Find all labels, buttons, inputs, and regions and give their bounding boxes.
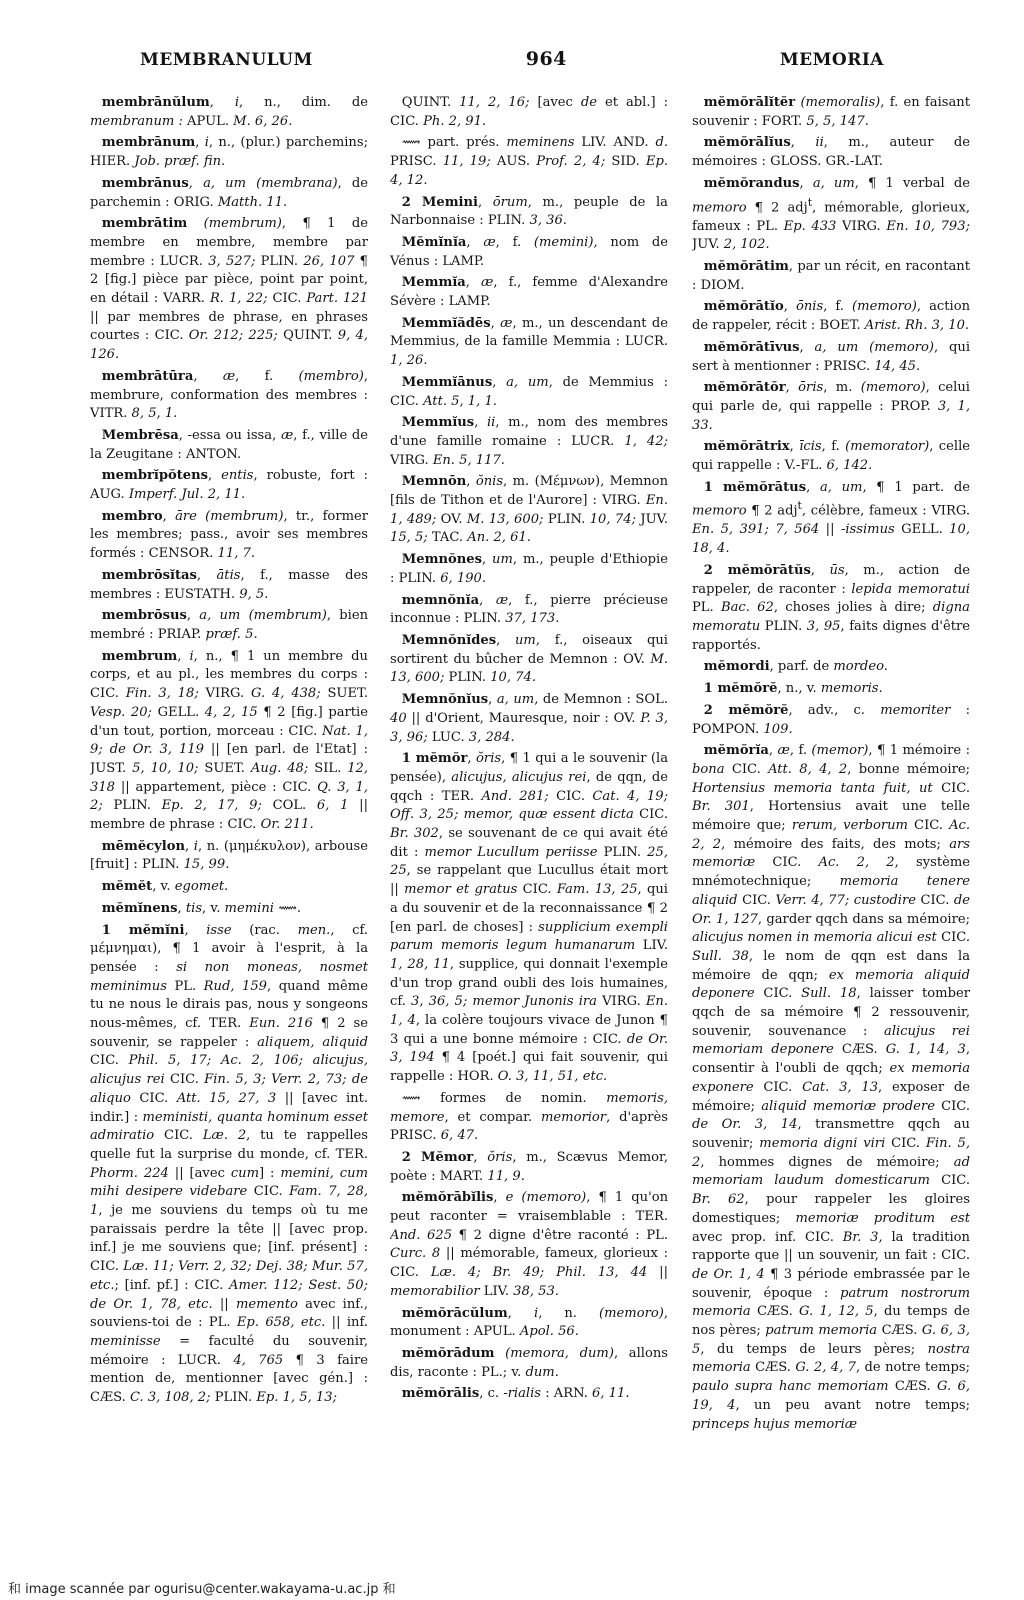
- dictionary-entry: 1 mĕmŏr, ŏris, ¶ 1 qui a le souvenir (la pensée), alicujus, alicujus rei, de qqn, de qqch : TER. And. 281; CIC. Cat. 4, 19; Off. 3, 25; memor, quæ essent dicta CIC. Br. 302, se souvenant de ce qui avait été dit : memor Lucullum periisse PLIN. 25, 25, se rappelant que Lucullus était mort || memor et gratus CIC. Fam. 13, 25, qui a du souvenir et de la reconnaissance ¶ 2 [en parl. de choses] : supplicium exempli parum memoris legum humanarum LIV. 1, 28, 11, supplice, qui donnait l'exemple d'un trop grand oubli des lois humaines, cf. 3, 36, 5; memor Junonis ira VIRG. En. 1, 4, la colère toujours vivace de Junon ¶ 3 qui a une bonne mémoire : CIC. de Or. 3, 194 ¶ 4 [poét.] qui fait souvenir, qui rappelle : HOR. O. 3, 11, 51, etc.: [390, 751, 668, 1085]
- dictionary-entry: Memnōn, ŏnis, m. (Μέμνων), Memnon [fils de Tithon et de l'Aurore] : VIRG. En. 1, 489; OV. M. 13, 600; PLIN. 10, 74; JUV. 15, 5; TAC. An. 2, 61.: [390, 474, 668, 546]
- dictionary-entry: mĕmŏrātīvus, a, um (memoro), qui sert à mentionner : PRISC. 14, 45.: [692, 339, 970, 374]
- dictionary-entry: 1 mĕmŏrĕ, n., v. memoris.: [703, 681, 883, 697]
- dictionary-entry: mĕmŏrātim, par un récit, en racontant : DIOM.: [692, 258, 970, 293]
- dictionary-entry: mĕmŏrālĭtĕr (memoralis), f. en faisant souvenir : FORT. 5, 5, 147.: [692, 95, 970, 129]
- dictionary-entry: Memnŏnĭdes, um, f., oiseaux qui sortirent du bûcher de Memnon : OV. M. 13, 600; PLIN. 10, 74.: [390, 632, 668, 686]
- dictionary-entry: Memnŏnĭus, a, um, de Memnon : SOL. 40 || d'Orient, Mauresque, noir : OV. P. 3, 3, 96; LUC. 3, 284.: [390, 692, 668, 745]
- dictionary-entry: Memmĭădēs, æ, m., un descendant de Memmius, de la famille Memmia : LUCR. 1, 26.: [390, 315, 668, 369]
- dictionary-entry: Memnŏnes, um, m., peuple d'Ethiopie : PLIN. 6, 190.: [390, 552, 668, 586]
- dictionary-entry: membrātūra, æ, f. (membro), membrure, conformation des membres : VITR. 8, 5, 1.: [90, 368, 368, 422]
- dictionary-entry: 2 mĕmŏrātŭs, ūs, m., action de rappeler, de raconter : lepida memoratui PL. Bac. 62, choses jolies à dire; digna memoratu PLIN. 3, 95, faits dignes d'être rapportés.: [692, 562, 970, 653]
- dictionary-entry: QUINT. 11, 2, 16; [avec de et abl.] : CIC. Ph. 2, 91.: [390, 95, 668, 129]
- dictionary-entry: Mĕmĭnĭa, æ, f. (memini), nom de Vénus : LAMP.: [390, 234, 668, 269]
- dictionary-entry: membrātim (membrum), ¶ 1 de membre en membre, membre par membre : LUCR. 3, 527; PLIN. 26, 107 ¶ 2 [fig.] pièce par pièce, point par point, en détail : VARR. R. 1, 22; CIC. Part. 121 || par membres de phrase, en phrases courtes : CIC. Or. 212; 225; QUINT. 9, 4, 126.: [90, 216, 368, 363]
- dictionary-entry: 1 mĕmŏrātus, a, um, ¶ 1 part. de memoro ¶ 2 adj$^t$, célèbre, fameux : VIRG. En. 5, 391; 7, 564 || -issimus GELL. 10, 18, 4.: [692, 479, 970, 557]
- column-2: [390, 94, 668, 1534]
- dictionary-entry: mĕmŏrātrix, īcis, f. (memorator), celle qui rappelle : V.-FL. 6, 142.: [692, 439, 970, 474]
- header-right-word: MEMORIA: [779, 50, 884, 70]
- dictionary-entry: membrānum, i, n., (plur.) parchemins; HIER. Job. præf. fin.: [90, 135, 368, 170]
- dictionary-entry: Memmĭānus, a, um, de Memmius : CIC. Att. 5, 1, 1.: [390, 374, 668, 409]
- dictionary-entry: mĕmŏrālis, c. -rialis : ARN. 6, 11.: [401, 1386, 630, 1402]
- dictionary-entry: mēmĕcylon, i, n. (μημέκυλον), arbouse [fruit] : PLIN. 15, 99.: [90, 838, 368, 873]
- dictionary-entry: membrĭpŏtens, entis, robuste, fort : AUG. Imperf. Jul. 2, 11.: [90, 468, 368, 503]
- header-left-word: MEMBRANULUM: [140, 50, 313, 70]
- dictionary-entry: ⟿ part. prés. meminens LIV. AND. d. PRISC. 11, 19; AUS. Prof. 2, 4; SID. Ep. 4, 12.: [390, 135, 668, 188]
- dictionary-entry: mĕmŏrābĭlis, e (memoro), ¶ 1 qu'on peut raconter = vraisemblable : TER. And. 625 ¶ 2 digne d'être raconté : PL. Curc. 8 || mémorable, fameux, glorieux : CIC. Læ. 4; Br. 49; Phil. 13, 44 || memorabilior LIV. 38, 53.: [390, 1190, 668, 1299]
- dictionary-entry: memnŏnĭa, æ, f., pierre précieuse inconnue : PLIN. 37, 173.: [390, 592, 668, 627]
- dictionary-entry: 1 mĕmĭni, isse (rac. men., cf. μέμνημαι), ¶ 1 avoir à l'esprit, à la pensée : si non moneas, nosmet meminimus PL. Rud, 159, quand même tu ne nous le dirais pas, nous y songeons nous-mêmes, cf. TER. Eun. 216 ¶ 2 se souvenir, se rappeler : aliquem, aliquid CIC. Phil. 5, 17; Ac. 2, 106; alicujus, alicujus rei CIC. Fin. 5, 3; Verr. 2, 73; de aliquo CIC. Att. 15, 27, 3 || [avec int. indir.] : meministi, quanta hominum esset admiratio CIC. Læ. 2, tu te rappelles quelle fut la surprise du monde, cf. TER. Phorm. 224 || [avec cum] : memini, cum mihi desipere videbare CIC. Fam. 7, 28, 1, je me souviens du temps où tu me paraissais perdre la tête || [avec prop. inf.] je me souviens que; [inf. présent] : CIC. Læ. 11; Verr. 2, 32; Dej. 38; Mur. 57, etc.; [inf. pf.] : CIC. Amer. 112; Sest. 50; de Or. 1, 78, etc. || memento avec inf., souviens-toi de : PL. Ep. 658, etc. || inf. meminisse = faculté du souvenir, mémoire : LUCR. 4, 765 ¶ 3 faire mention de, mentionner [avec gén.] : CÆS. C. 3, 108, 2; PLIN. Ep. 1, 5, 13;: [90, 922, 368, 1406]
- dictionary-entry: mĕmŏrācŭlum, i, n. (memoro), monument : APUL. Apol. 56.: [390, 1305, 668, 1340]
- dictionary-entry: membrōsĭtas, ātis, f., masse des membres : EUSTATH. 9, 5.: [90, 567, 368, 602]
- dictionary-entry: membrānŭlum, i, n., dim. de membranum : APUL. M. 6, 26.: [90, 95, 368, 129]
- dictionary-entry: mĕmŏrātĭo, ōnis, f. (memoro), action de rappeler, récit : BOET. Arist. Rh. 3, 10.: [692, 299, 970, 334]
- page-header: [140, 48, 884, 84]
- page-number: 964: [525, 48, 567, 70]
- dictionary-entry: Memmĭus, ii, m., nom des membres d'une famille romaine : LUCR. 1, 42; VIRG. En. 5, 117.: [390, 415, 668, 468]
- text-columns: [90, 94, 970, 1534]
- dictionary-entry: membrānus, a, um (membrana), de parchemin : ORIG. Matth. 11.: [90, 175, 368, 210]
- dictionary-entry: Membrēsa, -essa ou issa, æ, f., ville de la Zeugitane : ANTON.: [90, 427, 368, 462]
- dictionary-entry: Memmĭa, æ, f., femme d'Alexandre Sévère : LAMP.: [390, 275, 668, 310]
- dictionary-entry: 2 Mĕmor, ŏris, m., Scævus Memor, poète : MART. 11, 9.: [390, 1149, 668, 1184]
- column-3: [692, 94, 970, 1534]
- dictionary-entry: membrōsus, a, um (membrum), bien membré : PRIAP. præf. 5.: [90, 608, 368, 642]
- dictionary-entry: mĕmŏrālĭus, ii, m., auteur de mémoires : GLOSS. GR.-LAT.: [692, 135, 970, 170]
- dictionary-entry: mĕmŏrādum (memora, dum), allons dis, raconte : PL.; v. dum.: [390, 1346, 668, 1380]
- dictionary-entry: 2 Memini, ōrum, m., peuple de la Narbonnaise : PLIN. 3, 36.: [390, 194, 668, 229]
- dictionary-entry: ⟿ formes de nomin. memoris, memore, et compar. memorior, d'après PRISC. 6, 47.: [390, 1090, 668, 1144]
- dictionary-entry: membro, āre (membrum), tr., former les membres; pass., avoir ses membres formés : CENSOR. 11, 7.: [90, 508, 368, 562]
- scan-credit: 和 image scannée par ogurisu@center.wakayama-u.ac.jp 和: [8, 1582, 396, 1597]
- dictionary-entry: mĕmŏrātŏr, ōris, m. (memoro), celui qui parle de, qui rappelle : PROP. 3, 1, 33.: [692, 380, 970, 433]
- dictionary-entry: mĕmĕt, v. egomet.: [101, 879, 229, 895]
- dictionary-entry: mĕmordi, parf. de mordeo.: [703, 659, 888, 675]
- dictionary-entry: mĕmŏrandus, a, um, ¶ 1 verbal de memoro ¶ 2 adj$^t$, mémorable, glorieux, fameux : PL. Ep. 433 VIRG. En. 10, 793; JUV. 2, 102.: [692, 175, 970, 253]
- dictionary-entry: mĕmĭnens, tis, v. memini ⟿.: [101, 900, 302, 916]
- dictionary-entry: 2 mĕmŏrĕ, adv., c. memoriter : POMPON. 109.: [692, 702, 970, 737]
- dictionary-entry: mĕmŏrĭa, æ, f. (memor), ¶ 1 mémoire : bona CIC. Att. 8, 4, 2, bonne mémoire; Hortensius memoria tanta fuit, ut CIC. Br. 301, Hortensius avait une telle mémoire que; rerum, verborum CIC. Ac. 2, 2, mémoire des faits, des mots; ars memoriæ CIC. Ac. 2, 2, système mnémotechnique; memoria tenere aliquid CIC. Verr. 4, 77; custodire CIC. de Or. 1, 127, garder qqch dans sa mémoire; alicujus nomen in memoria alicui est CIC. Sull. 38, le nom de qqn est dans la mémoire de qqn; ex memoria aliquid deponere CIC. Sull. 18, laisser tomber qqch de sa mémoire ¶ 2 ressouvenir, souvenir, souvenance : alicujus rei memoriam deponere CÆS. G. 1, 14, 3, consentir à l'oubli de qqch; ex memoria exponere CIC. Cat. 3, 13, exposer de mémoire; aliquid memoriæ prodere CIC. de Or. 3, 14, transmettre qqch au souvenir; memoria digni viri CIC. Fin. 5, 2, hommes dignes de mémoire; ad memoriam laudum domesticarum CIC. Br. 62, pour rappeler les gloires domestiques; memoriæ proditum est avec prop. inf. CIC. Br. 3, la tradition rapporte que || un souvenir, un fait : CIC. de Or. 1, 4 ¶ 3 période embrassée par le souvenir, époque : patrum nostrorum memoria CÆS. G. 1, 12, 5, du temps de nos pères; patrum memoria CÆS. G. 6, 3, 5, du temps de leurs pères; nostra memoria CÆS. G. 2, 4, 7, de notre temps; paulo supra hanc memoriam CÆS. G. 6, 19, 4, un peu avant notre temps; princeps hujus memoriæ: [692, 743, 970, 1432]
- column-1: [90, 94, 368, 1534]
- dictionary-entry: membrum, i, n., ¶ 1 un membre du corps, et au pl., les membres du corps : CIC. Fin. 3, 18; VIRG. G. 4, 438; SUET. Vesp. 20; GELL. 4, 2, 15 ¶ 2 [fig.] partie d'un tout, portion, morceau : CIC. Nat. 1, 9; de Or. 3, 119 || [en parl. de l'Etat] : JUST. 5, 10, 10; SUET. Aug. 48; SIL. 12, 318 || appartement, pièce : CIC. Q. 3, 1, 2; PLIN. Ep. 2, 17, 9; COL. 6, 1 || membre de phrase : CIC. Or. 211.: [90, 648, 368, 833]
